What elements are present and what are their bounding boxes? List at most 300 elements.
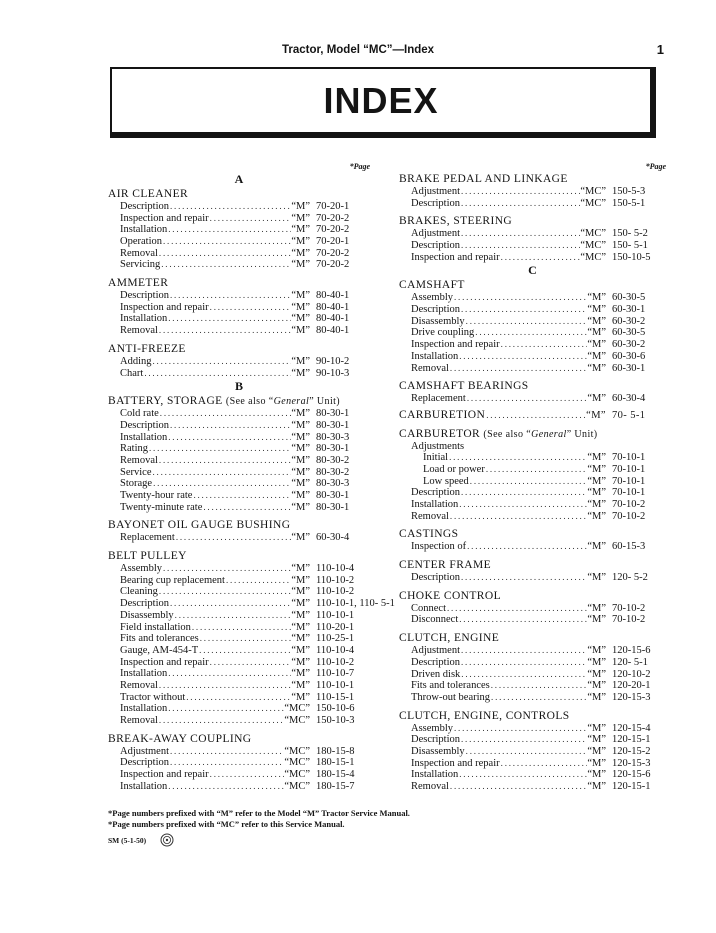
index-entry: [399, 511, 666, 523]
entry-page: 110-10-2: [316, 574, 355, 586]
index-entry: [108, 633, 370, 645]
entry-page: 80-30-2: [316, 454, 350, 466]
page-column-header: *Page: [349, 162, 370, 171]
index-entry: [399, 252, 666, 264]
entry-manual: “M”: [291, 236, 310, 248]
entry-leader-dots: [500, 339, 588, 351]
entry-leader-dots: [158, 455, 291, 467]
entry-label: Fits and tolerances: [411, 680, 490, 692]
index-entry: [399, 499, 666, 511]
index-heading: CAMSHAFT BEARINGS: [399, 380, 529, 393]
index-entry: [108, 467, 370, 479]
entry-manual: “M”: [587, 602, 606, 614]
index-entry: [108, 290, 370, 302]
entry-leader-dots: [458, 769, 587, 781]
entry-list: [108, 563, 395, 727]
index-entry: [108, 680, 370, 692]
index-column-right: [399, 161, 666, 793]
entry-manual: “MC”: [284, 769, 310, 781]
entry-leader-dots: [158, 680, 291, 692]
index-entry: [108, 657, 370, 669]
index-entry: [108, 587, 370, 599]
index-entry: [399, 304, 666, 316]
entry-leader-dots: [169, 290, 291, 302]
entry-label: Disassembly: [411, 315, 465, 327]
entry-page: 110-25-1: [316, 633, 355, 645]
entry-page: 70-20-1: [316, 236, 350, 248]
entry-manual: “M”: [587, 645, 606, 657]
entry-manual: “M”: [587, 304, 606, 316]
index-heading: AMMETER: [108, 277, 169, 290]
index-entry: [108, 746, 370, 758]
entry-leader-dots: [460, 645, 587, 657]
index-entry: [399, 363, 666, 375]
entry-page: 80-30-1: [316, 419, 350, 431]
entry-page: 150-10-6: [316, 703, 355, 715]
entry-page: 180-15-1: [316, 757, 355, 769]
entry-manual: “M”: [587, 781, 606, 793]
entry-page: 60-30-4: [612, 393, 646, 405]
entry-manual: “M”: [291, 212, 310, 224]
index-entry: [108, 703, 370, 715]
entry-label: Removal: [120, 325, 158, 337]
entry-label: Initial: [423, 452, 449, 464]
index-entry: [108, 420, 370, 432]
entry-manual: “M”: [587, 769, 606, 781]
entry-manual: “MC”: [284, 780, 310, 792]
index-entry: [108, 781, 370, 793]
entry-list: [108, 532, 370, 544]
entry-leader-dots: [465, 746, 588, 758]
entry-page: 80-30-1: [316, 501, 350, 513]
entry-page: 120-10-2: [612, 668, 651, 680]
entry-manual: “M”: [291, 290, 310, 302]
entry-manual: “M”: [587, 315, 606, 327]
entry-list: [108, 201, 370, 271]
entry-label: Removal: [120, 247, 158, 259]
entry-leader-dots: [169, 746, 284, 758]
entry-manual: “M”: [587, 572, 606, 584]
index-entry: [108, 302, 370, 314]
entry-manual: “M”: [291, 574, 310, 586]
entry-label: Installation: [120, 313, 168, 325]
index-entry: [399, 452, 666, 464]
index-entry: [108, 408, 370, 420]
entry-page: 120-15-6: [612, 645, 651, 657]
entry-manual: “M”: [291, 621, 310, 633]
entry-list: [399, 186, 666, 209]
entry-label: Removal: [411, 781, 449, 793]
index-title-box: [110, 67, 656, 138]
form-code: SM (5-1-50): [108, 836, 147, 845]
entry-manual: “M”: [291, 301, 310, 313]
entry-leader-dots: [448, 452, 587, 464]
entry-page: 80-30-1: [316, 408, 350, 420]
entry-manual: “M”: [291, 431, 310, 443]
index-entry: [399, 680, 666, 692]
entry-label: Description: [411, 572, 460, 584]
entry-manual: “M”: [291, 501, 310, 513]
index-entry: [399, 328, 666, 340]
index-entry: [108, 715, 370, 727]
entry-leader-dots: [174, 610, 292, 622]
entry-manual: “M”: [587, 362, 606, 374]
entry-page: 80-40-1: [316, 290, 350, 302]
page-title: INDEX: [323, 80, 439, 121]
index-heading-entry: [399, 410, 666, 422]
entry-label: Inspection and repair: [120, 212, 209, 224]
entry-leader-dots: [191, 622, 291, 634]
entry-leader-dots: [158, 248, 291, 260]
entry-label: Low speed: [423, 475, 469, 487]
page-column-header: *Page: [645, 162, 666, 171]
entry-leader-dots: [460, 572, 587, 584]
entry-page: 70-10-1: [612, 452, 646, 464]
entry-leader-dots: [460, 198, 580, 210]
entry-page: 110-10-2: [316, 656, 355, 668]
entry-manual: “M”: [291, 691, 310, 703]
entry-leader-dots: [449, 363, 587, 375]
index-entry: [108, 201, 370, 213]
section-letter: A: [234, 172, 244, 186]
index-entry: [108, 455, 370, 467]
index-entry: [399, 487, 666, 499]
index-entry: [108, 769, 370, 781]
index-entry: [108, 645, 370, 657]
entry-page: 70-20-2: [316, 247, 350, 259]
entry-label: Chart: [120, 367, 144, 379]
entry-manual: “M”: [587, 327, 606, 339]
entry-page: 80-30-3: [316, 431, 350, 443]
index-entry: [108, 563, 370, 575]
entry-list: [399, 572, 666, 584]
index-entry: [399, 723, 666, 735]
index-heading-text: BATTERY, STORAGE: [108, 395, 223, 408]
entry-label: Replacement: [120, 532, 175, 544]
section-letter: B: [234, 379, 243, 394]
entry-label: Description: [411, 197, 460, 209]
entry-leader-dots: [500, 252, 581, 264]
entry-leader-dots: [152, 467, 292, 479]
subheading: Adjustments: [411, 440, 465, 452]
footnote: *Page numbers prefixed with “MC” refer to this Service Manual.: [108, 819, 345, 829]
entry-label: Rating: [120, 443, 148, 455]
page-number: 1: [656, 42, 664, 57]
entry-manual: “M”: [587, 452, 606, 464]
index-heading: CENTER FRAME: [399, 559, 492, 572]
entry-leader-dots: [209, 657, 292, 669]
index-entry: [399, 781, 666, 793]
entry-list: [399, 292, 666, 374]
entry-label: Twenty-minute rate: [120, 501, 203, 513]
entry-page: 60-30-1: [612, 362, 646, 374]
index-entry: [399, 476, 666, 488]
entry-list: [399, 541, 666, 553]
index-entry: [399, 292, 666, 304]
entry-label: Field installation: [120, 621, 191, 633]
entry-page: 110-20-1: [316, 621, 355, 633]
footnote: *Page numbers prefixed with “M” refer to the Model “M” Tractor Service Manual.: [108, 808, 410, 818]
entry-label: Adding: [120, 355, 152, 367]
entry-leader-dots: [466, 393, 588, 405]
entry-leader-dots: [169, 598, 291, 610]
entry-leader-dots: [449, 781, 587, 793]
entry-label: Inspection and repair: [120, 769, 209, 781]
entry-page: 80-30-1: [316, 443, 350, 455]
entry-page: 110-15-1: [316, 691, 355, 703]
entry-page: 60-30-2: [612, 315, 646, 327]
entry-leader-dots: [167, 224, 291, 236]
index-entry: [399, 645, 666, 657]
entry-leader-dots: [143, 368, 291, 380]
entry-leader-dots: [469, 476, 588, 488]
entry-manual: “M”: [587, 350, 606, 362]
entry-manual: “M”: [291, 224, 310, 236]
entry-manual: “MC”: [580, 185, 606, 197]
entry-page: 110-10-7: [316, 668, 355, 680]
entry-page: 180-15-8: [316, 745, 355, 757]
entry-label: CARBURETION: [399, 408, 486, 421]
entry-list: [108, 290, 370, 337]
entry-label: Throw-out bearing: [411, 691, 491, 703]
entry-leader-dots: [185, 692, 291, 704]
entry-page: 80-30-1: [316, 490, 350, 502]
entry-page: 80-30-2: [316, 466, 350, 478]
index-entry: [399, 541, 666, 553]
entry-label: Assembly: [120, 563, 162, 575]
entry-page: 70-20-2: [316, 212, 350, 224]
index-heading: CASTINGS: [399, 528, 459, 541]
entry-manual: “M”: [291, 367, 310, 379]
entry-list: [399, 393, 666, 405]
index-heading: AIR CLEANER: [108, 188, 189, 200]
entry-page: 80-40-1: [316, 313, 350, 325]
entry-manual: “M”: [587, 745, 606, 757]
index-heading: CLUTCH, ENGINE, CONTROLS: [399, 709, 570, 722]
entry-manual: “M”: [291, 644, 310, 656]
entry-label: Load or power: [423, 463, 485, 475]
entry-label: Inspection and repair: [411, 251, 500, 263]
entry-label: Connect: [411, 602, 446, 614]
entry-page: 60-30-4: [316, 532, 350, 544]
entry-list: [399, 723, 666, 793]
entry-leader-dots: [209, 769, 285, 781]
index-entry: [399, 769, 666, 781]
entry-page: 60-30-5: [612, 292, 646, 304]
entry-page: 150-5-1: [612, 197, 646, 209]
index-entry: [108, 598, 395, 610]
entry-label: Description: [411, 304, 460, 316]
entry-leader-dots: [152, 478, 291, 490]
entry-page: 110-10-2: [316, 586, 355, 598]
entry-label: Installation: [120, 780, 168, 792]
index-entry: [399, 198, 666, 210]
entry-label: Gauge, AM-454-T: [120, 644, 199, 656]
entry-page: 70-10-2: [612, 602, 646, 614]
entry-page: 70-10-2: [612, 614, 646, 626]
entry-manual: “M”: [291, 200, 310, 212]
entry-manual: “M”: [587, 463, 606, 475]
entry-manual: “MC”: [580, 228, 606, 240]
entry-manual: “M”: [291, 466, 310, 478]
entry-label: Installation: [120, 703, 168, 715]
index-column-left: [108, 161, 395, 793]
entry-list: [399, 452, 666, 487]
entry-page: 70-10-1: [612, 487, 646, 499]
entry-list: [399, 603, 666, 626]
footnotes: [108, 808, 410, 830]
index-heading-with-note: [399, 427, 666, 441]
entry-label: Cold rate: [120, 408, 159, 420]
entry-manual: “MC”: [284, 757, 310, 769]
entry-leader-dots: [460, 240, 580, 252]
entry-page: 60-30-6: [612, 350, 646, 362]
entry-label: Inspection and repair: [120, 301, 209, 313]
entry-label: Removal: [120, 454, 158, 466]
index-entry: [108, 236, 370, 248]
entry-label: Cleaning: [120, 586, 158, 598]
entry-page: 70-20-1: [316, 200, 350, 212]
entry-label: Disassembly: [120, 609, 174, 621]
seal-icon: [160, 833, 174, 847]
index-entry: [399, 240, 666, 252]
entry-label: Assembly: [411, 722, 453, 734]
entry-label: Description: [120, 419, 169, 431]
entry-leader-dots: [160, 259, 291, 271]
entry-manual: “M”: [291, 408, 310, 420]
entry-page: 120- 5-1: [612, 656, 648, 668]
entry-manual: “M”: [587, 292, 606, 304]
entry-leader-dots: [490, 680, 588, 692]
entry-leader-dots: [453, 292, 587, 304]
index-entry: [399, 734, 666, 746]
index-entry: [108, 490, 370, 502]
entry-manual: “M”: [291, 325, 310, 337]
entry-page: 70-10-2: [612, 510, 646, 522]
entry-manual: “MC”: [284, 703, 310, 715]
entry-page: 120-20-1: [612, 680, 651, 692]
entry-label: Adjustment: [411, 228, 460, 240]
entry-page: 60-30-5: [612, 327, 646, 339]
entry-label: Replacement: [411, 393, 466, 405]
index-entry: [399, 464, 666, 476]
index-entry: [399, 228, 666, 240]
entry-label: Disassembly: [411, 745, 465, 757]
index-entry: [399, 316, 666, 328]
entry-label: Assembly: [411, 292, 453, 304]
entry-page: 120-15-1: [612, 781, 651, 793]
entry-page: 90-10-3: [316, 367, 350, 379]
entry-manual: “M”: [587, 510, 606, 522]
entry-label: Description: [411, 240, 460, 252]
entry-leader-dots: [162, 236, 291, 248]
entry-manual: “M”: [587, 475, 606, 487]
entry-manual: “M”: [291, 355, 310, 367]
entry-page: 80-40-1: [316, 325, 350, 337]
entry-label: Inspection and repair: [411, 339, 500, 351]
entry-label: Removal: [411, 510, 449, 522]
entry-manual: “M”: [291, 313, 310, 325]
entry-leader-dots: [458, 499, 587, 511]
entry-page: 110-10-1: [316, 609, 355, 621]
entry-manual: “M”: [587, 487, 606, 499]
entry-manual: “M”: [291, 259, 310, 271]
entry-leader-dots: [159, 408, 292, 420]
index-heading: ANTI-FREEZE: [108, 342, 186, 355]
index-heading: BRAKES, STEERING: [399, 215, 513, 228]
entry-leader-dots: [209, 302, 292, 314]
entry-label: Removal: [411, 362, 449, 374]
entry-leader-dots: [148, 443, 291, 455]
index-entry: [108, 325, 370, 337]
entry-leader-dots: [169, 420, 291, 432]
index-entry: [399, 351, 666, 363]
index-heading: CHOKE CONTROL: [399, 589, 501, 602]
entry-leader-dots: [465, 316, 588, 328]
entry-page: 150-5-3: [612, 185, 646, 197]
entry-label: Inspection of: [411, 541, 467, 553]
entry-leader-dots: [167, 781, 284, 793]
entry-label: Description: [120, 757, 169, 769]
entry-leader-dots: [167, 668, 291, 680]
entry-label: Adjustment: [411, 185, 460, 197]
entry-leader-dots: [474, 327, 587, 339]
entry-leader-dots: [192, 490, 291, 502]
see-also-note: (See also “General” Unit): [225, 396, 341, 408]
index-entry: [399, 758, 666, 770]
entry-page: 70-10-2: [612, 499, 646, 511]
entry-label: Tractor without: [120, 691, 186, 703]
entry-page: 150- 5-1: [612, 240, 648, 252]
entry-label: Installation: [120, 668, 168, 680]
entry-manual: “M”: [291, 478, 310, 490]
entry-label: Twenty-hour rate: [120, 490, 193, 502]
entry-leader-dots: [162, 563, 291, 575]
index-entry: [108, 224, 370, 236]
entry-manual: “M”: [587, 691, 606, 703]
entry-leader-dots: [202, 502, 291, 514]
entry-label: Drive coupling: [411, 327, 475, 339]
entry-manual: “M”: [291, 490, 310, 502]
index-heading: BREAK-AWAY COUPLING: [108, 732, 252, 745]
index-entry: [108, 443, 370, 455]
section-letter: C: [528, 263, 537, 278]
entry-leader-dots: [199, 633, 292, 645]
entry-page: 60-30-2: [612, 339, 646, 351]
entry-manual: “M”: [586, 409, 606, 421]
entry-page: 110-10-4: [316, 644, 355, 656]
entry-list: [108, 356, 370, 379]
entry-label: Description: [411, 656, 460, 668]
entry-leader-dots: [460, 487, 587, 499]
index-entry: [108, 532, 370, 544]
index-heading-with-note: [108, 394, 370, 408]
entry-leader-dots: [158, 715, 284, 727]
entry-leader-dots: [158, 586, 291, 598]
entry-page: 150-10-3: [316, 715, 355, 727]
index-heading: CAMSHAFT: [399, 279, 465, 292]
entry-manual: “MC”: [580, 251, 606, 263]
entry-manual: “M”: [587, 656, 606, 668]
entry-label: Adjustment: [411, 645, 460, 657]
entry-page: 70-10-1: [612, 475, 646, 487]
entry-manual: “M”: [291, 247, 310, 259]
entry-label: Installation: [411, 499, 459, 511]
entry-manual: “M”: [587, 722, 606, 734]
entry-leader-dots: [500, 758, 588, 770]
index-entry: [399, 669, 666, 681]
entry-label: Driven disk: [411, 668, 461, 680]
